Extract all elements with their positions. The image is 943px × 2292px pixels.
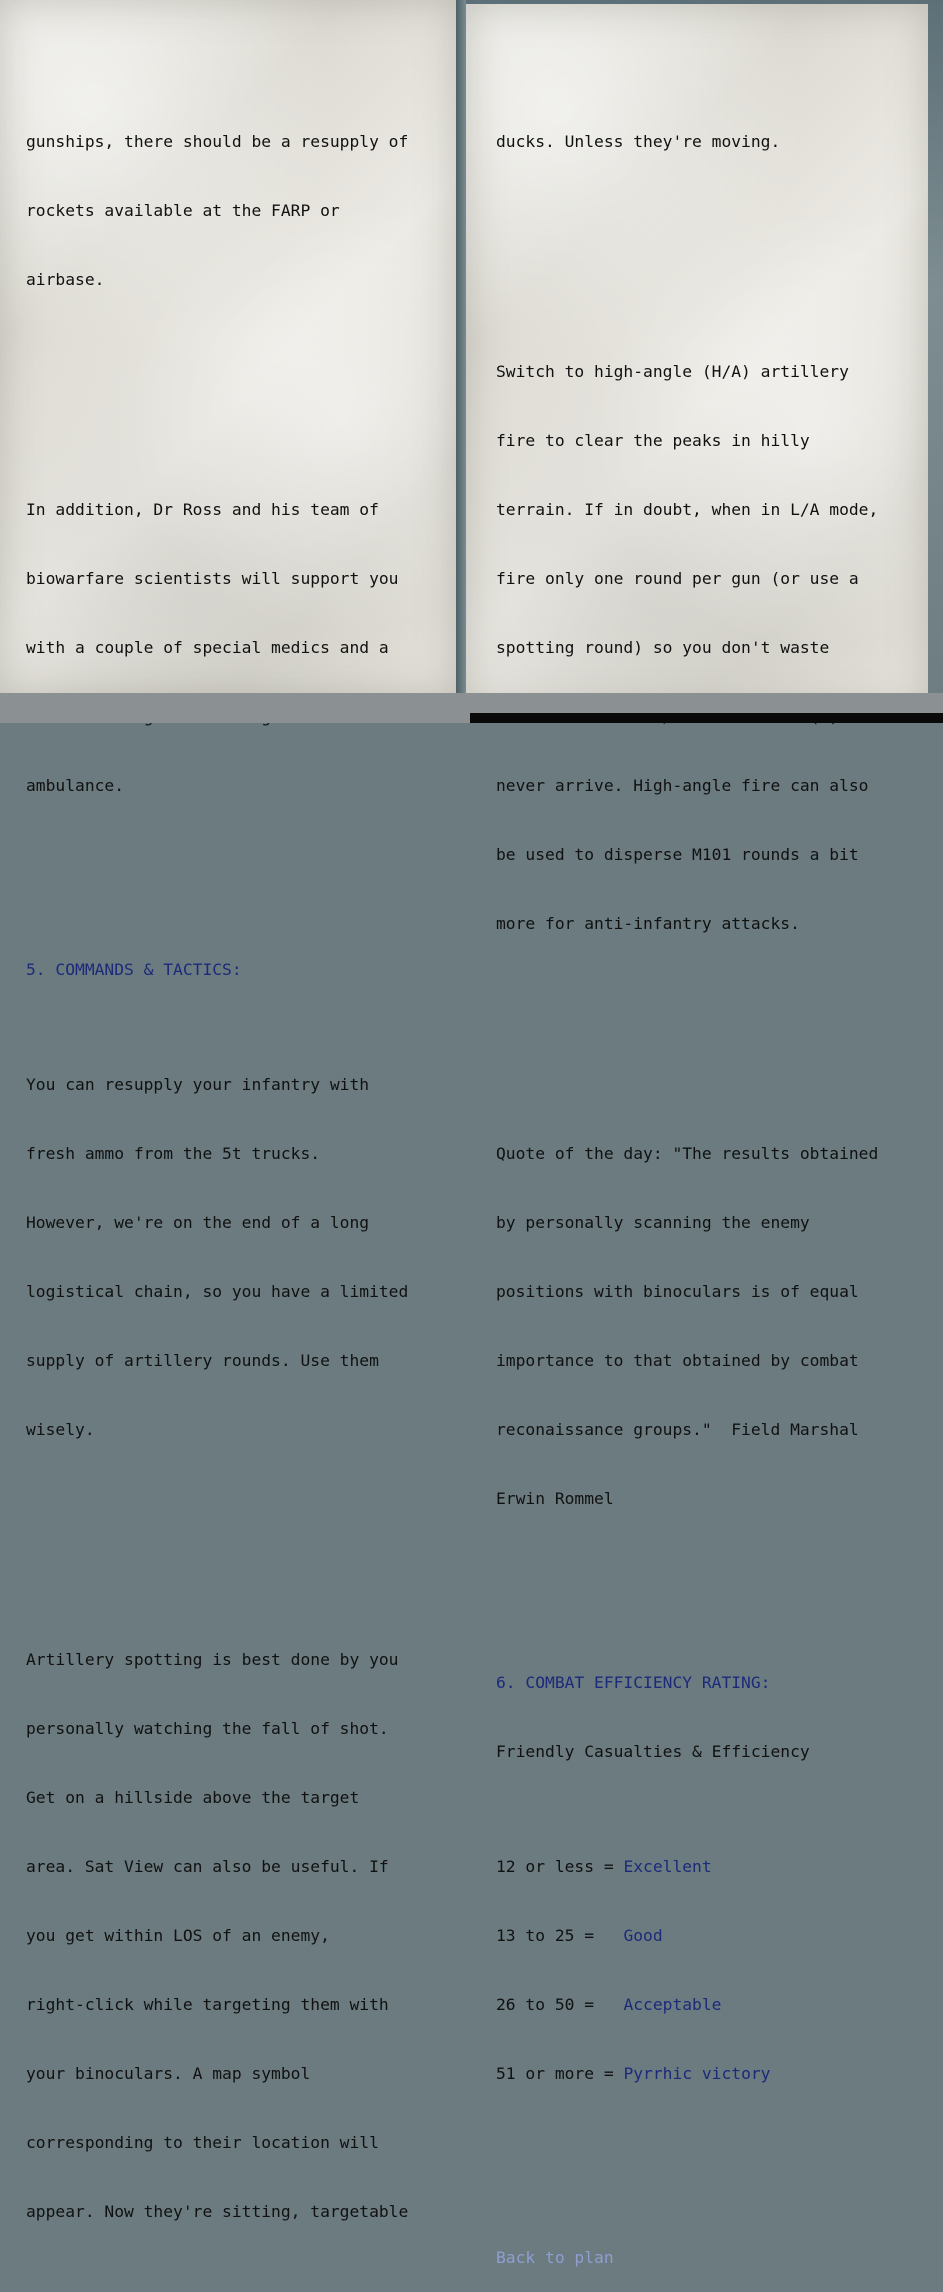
text-line: personally watching the fall of shot. xyxy=(26,1719,389,1738)
rating-row xyxy=(496,2062,928,2085)
text-line: never arrive. High-angle fire can also xyxy=(496,776,869,795)
rating-row xyxy=(496,1993,928,2016)
text-line: In addition, Dr Ross and his team of xyxy=(26,500,379,519)
text-line: rockets available at the FARP or xyxy=(26,201,340,220)
text-line: with a couple of special medics and a xyxy=(26,638,389,657)
text-line: Get on a hillside above the target xyxy=(26,1788,360,1807)
spacer xyxy=(26,889,456,912)
text-line: terrain. If in doubt, when in L/A mode, xyxy=(496,500,879,519)
text-line: airbase. xyxy=(26,270,105,289)
text-line: logistical chain, so you have a limited xyxy=(26,1282,409,1301)
rating-range: 12 or less = xyxy=(496,1857,624,1876)
text-line: fresh ammo from the 5t trucks. xyxy=(26,1144,321,1163)
right-para-1 xyxy=(496,84,928,199)
text-line: corresponding to their location will xyxy=(26,2133,379,2152)
right-para-3-quote xyxy=(496,1096,928,1556)
section-heading-combat-efficiency: 6. COMBAT EFFICIENCY RATING: xyxy=(496,1673,771,1692)
text-line: fire to clear the peaks in hilly xyxy=(496,431,810,450)
text-line: more for anti-infantry attacks. xyxy=(496,914,800,933)
text-line: Quote of the day: "The results obtained xyxy=(496,1144,879,1163)
spacer xyxy=(496,1027,928,1050)
text-line: Switch to high-angle (H/A) artillery xyxy=(496,362,849,381)
text-line: biowarfare scientists will support you xyxy=(26,569,399,588)
right-para-2 xyxy=(496,314,928,981)
text-line: wisely. xyxy=(26,1420,95,1439)
rating-range: 13 to 25 = xyxy=(496,1926,624,1945)
text-line: ambulance. xyxy=(26,776,125,795)
bottom-bar-dark xyxy=(470,713,943,723)
rating-range: 26 to 50 = xyxy=(496,1995,624,2014)
rating-range: 51 or more = xyxy=(496,2064,624,2083)
left-para-1 xyxy=(26,84,456,337)
text-line: by personally scanning the enemy xyxy=(496,1213,810,1232)
text-line: importance to that obtained by combat xyxy=(496,1351,859,1370)
text-line: be used to disperse M101 rounds a bit xyxy=(496,845,859,864)
text-line: right-click while targeting them with xyxy=(26,1995,389,2014)
text-line: appear. Now they're sitting, targetable xyxy=(26,2202,409,2221)
text-line: your binoculars. A map symbol xyxy=(26,2064,311,2083)
spacer xyxy=(496,1602,928,1625)
rating-value: Excellent xyxy=(623,1857,712,1876)
spacer xyxy=(26,1533,456,1556)
text-line: ducks. Unless they're moving. xyxy=(496,132,781,151)
text-line: Artillery spotting is best done by you xyxy=(26,1650,399,1669)
text-line: you get within LOS of an enemy, xyxy=(26,1926,330,1945)
section-heading-commands-tactics: 5. COMMANDS & TACTICS: xyxy=(26,960,242,979)
text-line: Erwin Rommel xyxy=(496,1489,614,1508)
rating-value: Pyrrhic victory xyxy=(623,2064,771,2083)
text-line: spotting round) so you don't waste xyxy=(496,638,830,657)
rating-subtitle: Friendly Casualties & Efficiency xyxy=(496,1742,810,1761)
spacer xyxy=(26,383,456,406)
back-to-plan-link[interactable]: Back to plan xyxy=(496,2248,614,2267)
rating-value: Good xyxy=(623,1926,663,1945)
spacer xyxy=(496,2177,928,2200)
left-para-4 xyxy=(26,1602,456,2269)
text-line: supply of artillery rounds. Use them xyxy=(26,1351,379,1370)
rating-row xyxy=(496,1855,928,1878)
rating-row xyxy=(496,1924,928,1947)
briefing-page-right xyxy=(466,4,928,2267)
spacer xyxy=(496,245,928,268)
briefing-page-left xyxy=(0,0,456,2221)
rating-value: Acceptable xyxy=(623,1995,722,2014)
left-para-2 xyxy=(26,452,456,843)
text-line: fire only one round per gun (or use a xyxy=(496,569,859,588)
text-line: area. Sat View can also be useful. If xyxy=(26,1857,389,1876)
text-line: reconaissance groups." Field Marshal xyxy=(496,1420,859,1439)
text-line: positions with binoculars is of equal xyxy=(496,1282,859,1301)
text-line: However, we're on the end of a long xyxy=(26,1213,370,1232)
page-gap xyxy=(456,0,466,713)
text-line: gunships, there should be a resupply of xyxy=(26,132,409,151)
rating-list xyxy=(496,1809,928,2131)
left-para-3 xyxy=(26,1027,456,1487)
text-line: You can resupply your infantry with xyxy=(26,1075,370,1094)
